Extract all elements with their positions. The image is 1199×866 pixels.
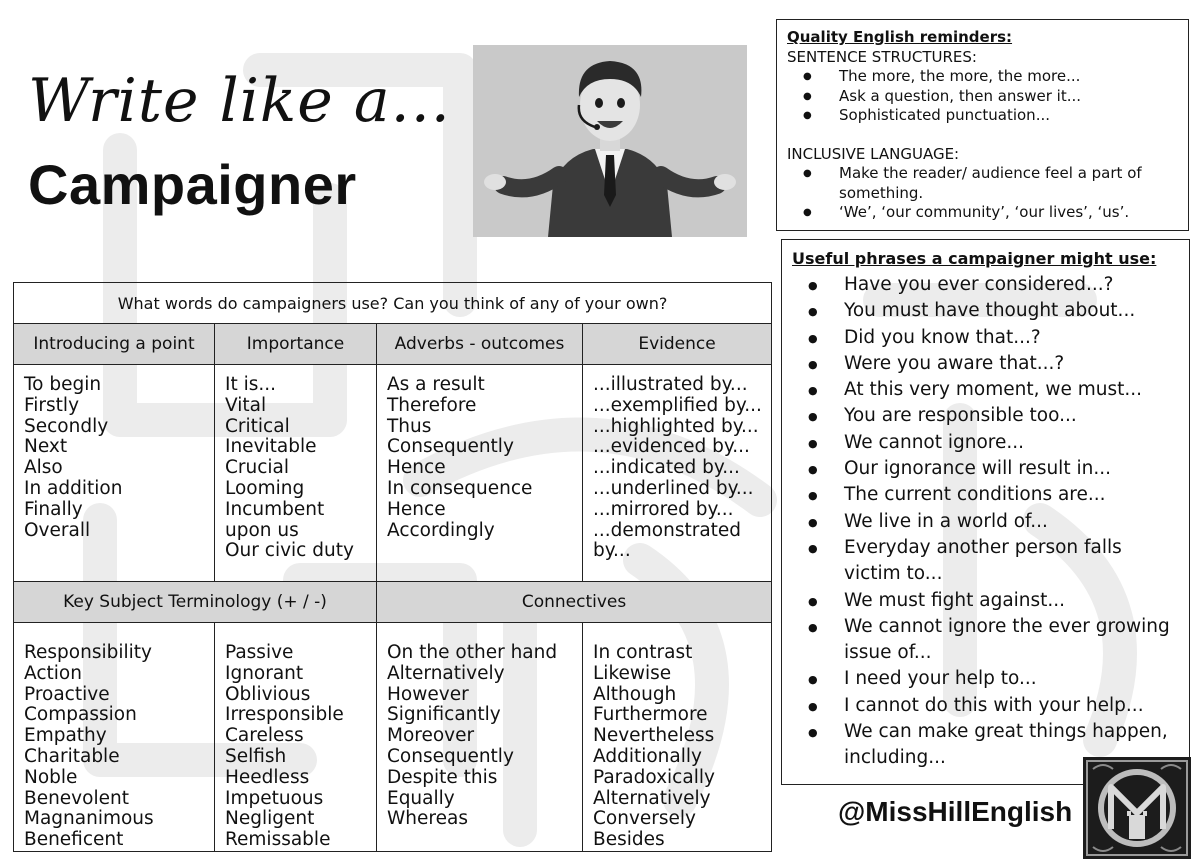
list-item: Hence [387,457,446,479]
table-row [14,365,772,582]
column-header: Adverbs - outcomes [377,324,583,365]
list-item: Whereas [387,808,468,830]
page-title: Campaigner [28,153,357,216]
list-item: Nevertheless [593,725,715,747]
table-row [14,283,772,324]
list-item: Selfish [225,745,287,767]
list-item: ...evidenced by... [593,436,750,458]
author-handle: @MissHillEnglish [838,796,1073,827]
list-item: As a result [387,374,485,395]
list-item: ● Have you ever considered...? [844,272,1179,298]
sentence-structures-heading: SENTENCE STRUCTURES: [787,47,977,66]
list-item: However [387,683,469,705]
list-item: Secondly [24,415,109,437]
list-item: Paradoxically [593,766,715,788]
list-item: Beneficent [24,829,124,851]
connectives-words-1 [377,623,583,852]
list-item: Empathy [24,725,107,747]
list-item: Proactive [24,683,110,705]
list-item: Negligent [225,808,315,830]
list-item: Ignorant [225,662,304,684]
list-item: ● The current conditions are... [844,482,1179,508]
reminders-box [776,19,1189,231]
list-item: ...illustrated by... [593,374,748,395]
list-item: Moreover [387,725,475,747]
list-item: ● The more, the more, the more... [839,67,1178,87]
list-item: Equally [387,787,455,809]
campaigner-words-table [13,282,772,852]
list-item: ...demonstrated [593,519,742,541]
list-item: Careless [225,725,304,747]
list-item: ● Everyday another person falls victim to... [844,535,1179,588]
phrases-list [792,272,1179,772]
list-item: In consequence [387,477,533,499]
positive-terminology-words [14,623,215,852]
list-item: upon us [225,519,299,541]
connectives-words-2 [583,623,772,852]
list-item: Besides [593,829,665,851]
list-item: ● We must fight against... [844,588,1179,614]
column-header: Importance [215,324,377,365]
table-header-row [14,324,772,365]
list-item: Finally [24,498,83,520]
list-item: ● Were you aware that...? [844,351,1179,377]
list-item: Likewise [593,662,672,684]
list-item: Significantly [387,704,501,726]
table-row [14,623,772,852]
list-item: ● Make the reader/ audience feel a part of something. [839,164,1178,203]
list-item: ...underlined by... [593,477,754,499]
negative-terminology-words [215,623,377,852]
list-item: ● We cannot ignore... [844,430,1179,456]
column-header: Evidence [583,324,772,365]
list-item: Furthermore [593,704,708,726]
column-header: Connectives [377,582,772,623]
list-item: Conversely [593,808,697,830]
list-item: Critical [225,415,290,437]
evidence-words [583,365,772,582]
list-item: Looming [225,477,305,499]
reminders-heading: Quality English reminders: [787,28,1013,46]
list-item: Impetuous [225,787,324,809]
list-item: Responsibility [24,642,152,663]
list-item: Despite this [387,766,498,788]
list-item: Alternatively [593,787,711,809]
list-item: Magnanimous [24,808,154,830]
list-item: Inevitable [225,436,317,458]
list-item: To begin [24,374,102,395]
list-item: Next [24,436,68,458]
importance-words [215,365,377,582]
inclusive-language-heading: INCLUSIVE LANGUAGE: [787,144,960,163]
list-item: Passive [225,642,294,663]
list-item: It is... [225,374,277,395]
list-item: Consequently [387,745,514,767]
phrases-box [781,239,1190,785]
campaigner-person-icon [473,45,747,237]
adverbs-outcomes-words [377,365,583,582]
inclusive-language-list [787,164,1178,223]
list-item: Accordingly [387,519,495,541]
list-item: Irresponsible [225,704,344,726]
list-item: ● ‘We’, ‘our community’, ‘our lives’, ‘us’. [839,203,1178,223]
list-item: Vital [225,394,267,416]
introducing-point-words [14,365,215,582]
list-item: ● I need your help to... [844,666,1179,692]
list-item: ● We cannot ignore the ever growing issue of... [844,614,1179,667]
list-item: ...mirrored by... [593,498,734,520]
table-question: What words do campaigners use? Can you think of any of your own? [14,283,772,324]
list-item: ...indicated by... [593,457,740,479]
list-item: Thus [387,415,432,437]
list-item: ● You must have thought about... [844,298,1179,324]
list-item: Hence [387,498,446,520]
title-script: Write like a... [28,66,451,136]
list-item: Additionally [593,745,702,767]
list-item: Oblivious [225,683,311,705]
phrases-heading: Useful phrases a campaigner might use: [792,249,1157,268]
list-item: Our civic duty [225,540,354,562]
list-item: ● I cannot do this with your help... [844,693,1179,719]
list-item: Also [24,457,63,479]
list-item: Compassion [24,704,137,726]
list-item: Charitable [24,745,120,767]
list-item: Although [593,683,677,705]
list-item: ● Sophisticated punctuation... [839,106,1178,126]
tower-monogram-logo-icon [1083,757,1191,859]
list-item: ● Our ignorance will result in... [844,456,1179,482]
column-header: Key Subject Terminology (+ / -) [14,582,377,623]
list-item: In contrast [593,642,693,663]
sentence-structures-list [787,67,1178,126]
list-item: ● Ask a question, then answer it... [839,87,1178,107]
list-item: Overall [24,519,91,541]
list-item: Incumbent [225,498,325,520]
list-item: Heedless [225,766,310,788]
list-item: ● At this very moment, we must... [844,377,1179,403]
list-item: Benevolent [24,787,129,809]
list-item: ...highlighted by... [593,415,759,437]
list-item: Crucial [225,457,290,479]
list-item: ...exemplified by... [593,394,762,416]
list-item: Noble [24,766,78,788]
list-item: Therefore [387,394,477,416]
list-item: Firstly [24,394,80,416]
list-item: Alternatively [387,662,505,684]
table-header-row [14,582,772,623]
list-item: ● We live in a world of... [844,509,1179,535]
list-item: ● Did you know that...? [844,325,1179,351]
column-header: Introducing a point [14,324,215,365]
list-item: On the other hand [387,642,558,663]
list-item: In addition [24,477,123,499]
list-item: by... [593,540,631,562]
list-item: ● We can make great things happen, including... [844,719,1179,772]
list-item: Remissable [225,829,331,851]
list-item: Consequently [387,436,514,458]
list-item: Action [24,662,82,684]
list-item: ● You are responsible too... [844,403,1179,429]
